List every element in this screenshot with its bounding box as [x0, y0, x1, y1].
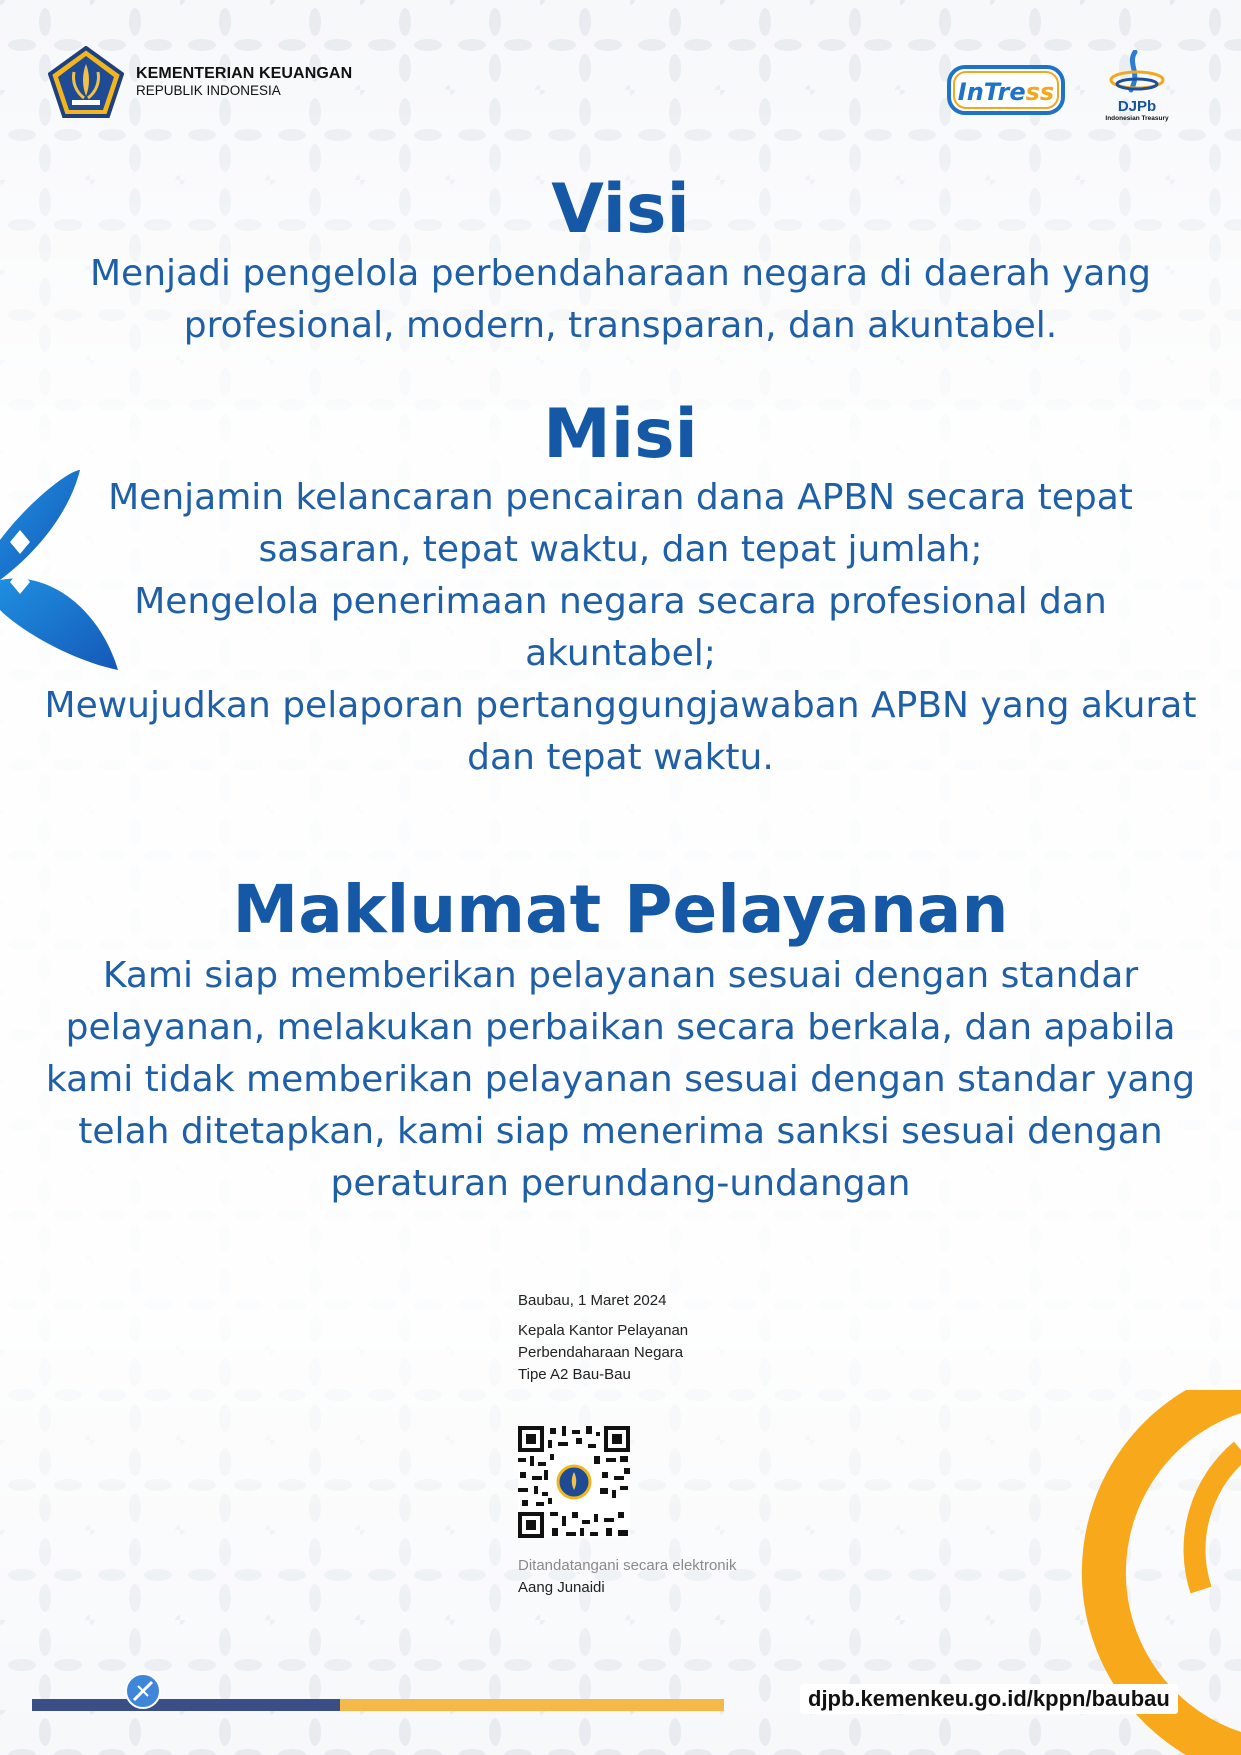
djpb-wordmark: DJPb: [1117, 98, 1157, 115]
office-line: Perbendaharaan Negara: [518, 1344, 684, 1361]
footer-bar-blue: [32, 1699, 340, 1711]
kemenkeu-emblem-icon: [48, 46, 124, 118]
footer-url[interactable]: djpb.kemenkeu.go.id/kppn/baubau: [800, 1684, 1178, 1714]
maklumat-text: [0, 950, 1241, 1210]
office-line: Tipe A2 Bau-Bau: [518, 1366, 631, 1383]
maklumat-line: Kami siap memberikan pelayanan sesuai dengan standar: [102, 955, 1139, 996]
misi-line: Menjamin kelancaran pencairan dana APBN secara tepat: [108, 477, 1133, 518]
djpb-emblem-icon: [1107, 50, 1167, 96]
esign-note: Ditandatangani secara elektronik: [518, 1557, 737, 1574]
ministry-subtitle: REPUBLIK INDONESIA: [136, 83, 281, 99]
kemenkeu-logo: [48, 46, 352, 118]
misi-text: [0, 472, 1241, 784]
qr-code: [518, 1426, 630, 1538]
svg-text:InTress: InTress: [957, 78, 1055, 106]
intress-logo: [946, 64, 1066, 118]
misi-line: sasaran, tepat waktu, dan tepat jumlah;: [258, 529, 983, 570]
maklumat-line: pelayanan, melakukan perbaikan secara berkala, dan apabila: [65, 1007, 1176, 1048]
maklumat-title: Maklumat Pelayanan: [232, 871, 1009, 948]
signer-office: [518, 1320, 738, 1386]
misi-title: Misi: [543, 395, 698, 474]
visi-title: Visi: [551, 170, 690, 249]
djpb-tagline: Indonesian Treasury: [1105, 115, 1169, 122]
misi-line: Mewujudkan pelaporan pertanggungjawaban APBN yang akurat: [44, 685, 1197, 726]
compass-icon: [124, 1672, 162, 1710]
office-line: Kepala Kantor Pelayanan: [518, 1322, 689, 1339]
maklumat-line: kami tidak memberikan pelayanan sesuai dengan standar yang: [45, 1059, 1196, 1100]
misi-line: akuntabel;: [525, 633, 716, 674]
signer-name: Aang Junaidi: [518, 1579, 605, 1596]
place-date: Baubau, 1 Maret 2024: [518, 1292, 667, 1309]
signature-block: [518, 1290, 738, 1599]
visi-line: profesional, modern, transparan, dan akuntabel.: [183, 305, 1058, 346]
maklumat-line: peraturan perundang-undangan: [330, 1163, 911, 1204]
djpb-logo: [1098, 50, 1176, 122]
maklumat-line: telah ditetapkan, kami siap menerima sanksi sesuai dengan: [78, 1111, 1163, 1152]
misi-line: Mengelola penerimaan negara secara profesional dan: [134, 581, 1107, 622]
visi-line: Menjadi pengelola perbendaharaan negara di daerah yang: [89, 253, 1151, 294]
footer-bar-yellow: [340, 1699, 724, 1711]
visi-text: [0, 248, 1241, 352]
ministry-name: KEMENTERIAN KEUANGAN: [136, 65, 353, 83]
misi-line: dan tepat waktu.: [467, 737, 774, 778]
